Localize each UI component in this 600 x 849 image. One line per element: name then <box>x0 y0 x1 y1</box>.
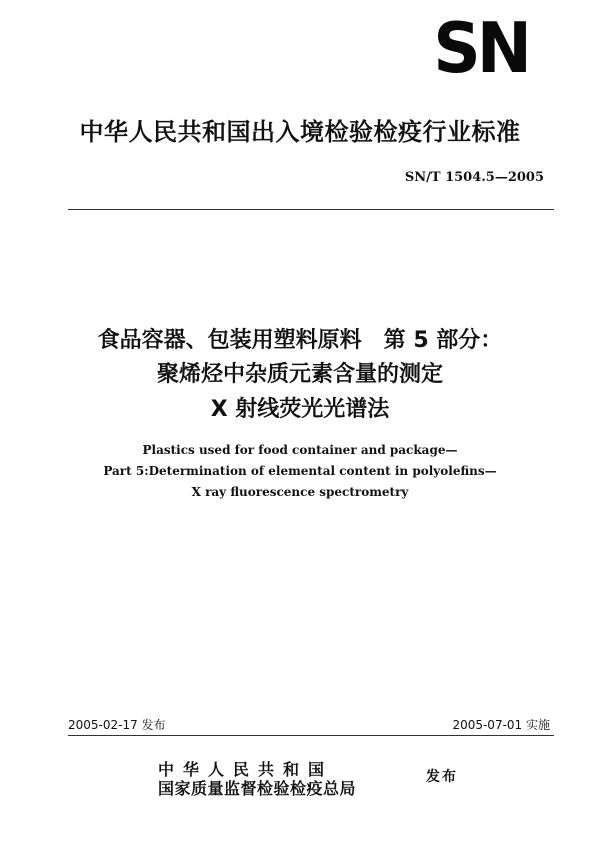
publisher-agency: 国家质量监督检验检疫总局 <box>158 779 357 798</box>
title-en-line-1: Plastics used for food container and package— <box>142 443 458 457</box>
footer-divider <box>68 735 554 736</box>
issuing-standard-category: 中华人民共和国出入境检验检疫行业标准 <box>79 118 521 146</box>
title-en-line-3: X ray fluorescence spectrometry <box>191 485 409 499</box>
title-cn-line-1: 食品容器、包装用塑料原料 第 5 部分： <box>97 328 503 353</box>
sn-logo: SN <box>433 8 528 89</box>
issue-date: 2005-02-17 发布 <box>68 718 166 732</box>
implementation-date: 2005-07-01 实施 <box>452 718 550 732</box>
header-divider <box>68 209 554 210</box>
standard-code: SN/T 1504.5—2005 <box>404 170 544 185</box>
title-cn-line-3: X 射线荧光光谱法 <box>210 397 390 422</box>
publisher-country: 中华人民共和国 <box>158 760 334 779</box>
publish-label: 发布 <box>426 769 458 785</box>
title-cn-line-2: 聚烯烃中杂质元素含量的测定 <box>156 362 443 387</box>
title-en-line-2: Part 5:Determination of elemental content in polyolefins— <box>103 464 497 478</box>
